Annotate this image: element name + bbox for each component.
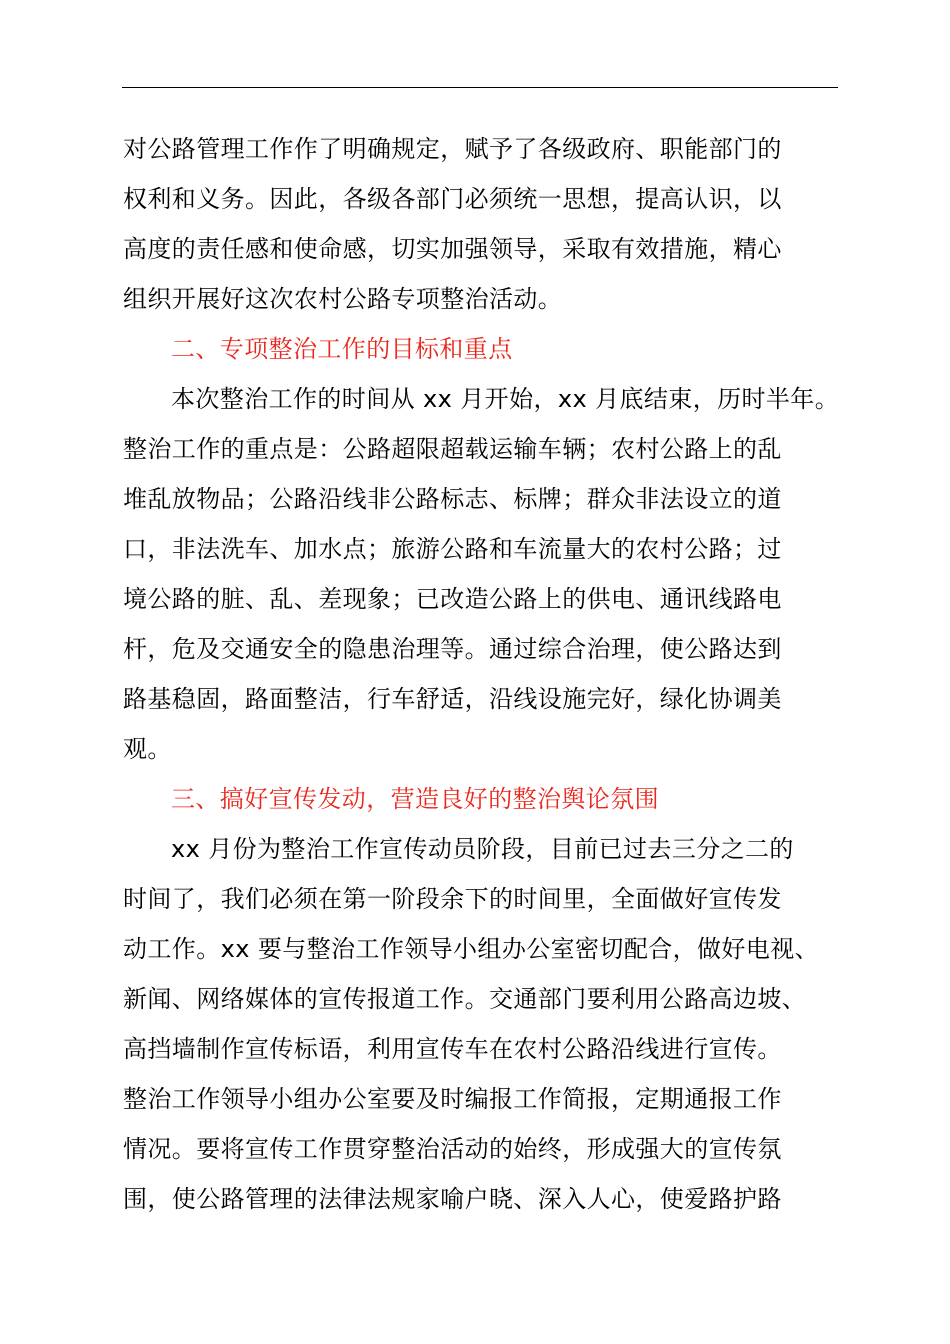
text-line: xx 月份为整治工作宣传动员阶段，目前已过去三分之二的	[171, 835, 794, 863]
text-line: 对公路管理工作作了明确规定，赋予了各级政府、职能部门的	[123, 135, 782, 163]
text-line: 围，使公路管理的法律法规家喻户晓、深入人心，使爱路护路	[123, 1185, 782, 1213]
paragraph	[123, 124, 839, 324]
text-line: 整治工作的重点是：公路超限超载运输车辆；农村公路上的乱	[123, 435, 782, 463]
text-line: 时间了，我们必须在第一阶段余下的时间里，全面做好宣传发	[123, 885, 782, 913]
text-line: 路基稳固，路面整洁，行车舒适，沿线设施完好，绿化协调美	[123, 685, 782, 713]
text-line: 新闻、网络媒体的宣传报道工作。交通部门要利用公路高边坡、	[123, 985, 807, 1013]
text-line: 整治工作领导小组办公室要及时编报工作简报，定期通报工作	[123, 1085, 782, 1113]
text-line: 观。	[123, 735, 172, 763]
text-line: 情况。要将宣传工作贯穿整治活动的始终，形成强大的宣传氛	[123, 1135, 782, 1163]
section-heading	[123, 774, 839, 824]
text-line: 口，非法洗车、加水点；旅游公路和车流量大的农村公路；过	[123, 535, 782, 563]
text-line: 杆，危及交通安全的隐患治理等。通过综合治理，使公路达到	[123, 635, 782, 663]
text-line: 境公路的脏、乱、差现象；已改造公路上的供电、通讯线路电	[123, 585, 782, 613]
text-line: 高挡墙制作宣传标语，利用宣传车在农村公路沿线进行宣传。	[123, 1035, 782, 1063]
document-body	[123, 124, 839, 1224]
paragraph	[123, 824, 839, 1224]
text-line: 组织开展好这次农村公路专项整治活动。	[123, 285, 563, 313]
text-line: 高度的责任感和使命感，切实加强领导，采取有效措施，精心	[123, 235, 782, 263]
section-heading-text: 二、专项整治工作的目标和重点	[171, 335, 513, 363]
text-line: 权利和义务。因此，各级各部门必须统一思想，提高认识，以	[123, 185, 782, 213]
paragraph	[123, 374, 839, 774]
text-line: 堆乱放物品；公路沿线非公路标志、标牌；群众非法设立的道	[123, 485, 782, 513]
section-heading-text: 三、搞好宣传发动，营造良好的整治舆论氛围	[171, 785, 659, 813]
header-rule	[122, 87, 838, 88]
text-line: 本次整治工作的时间从 xx 月开始，xx 月底结束，历时半年。	[171, 385, 840, 413]
text-line: 动工作。xx 要与整治工作领导小组办公室密切配合，做好电视、	[123, 935, 820, 963]
section-heading	[123, 324, 839, 374]
